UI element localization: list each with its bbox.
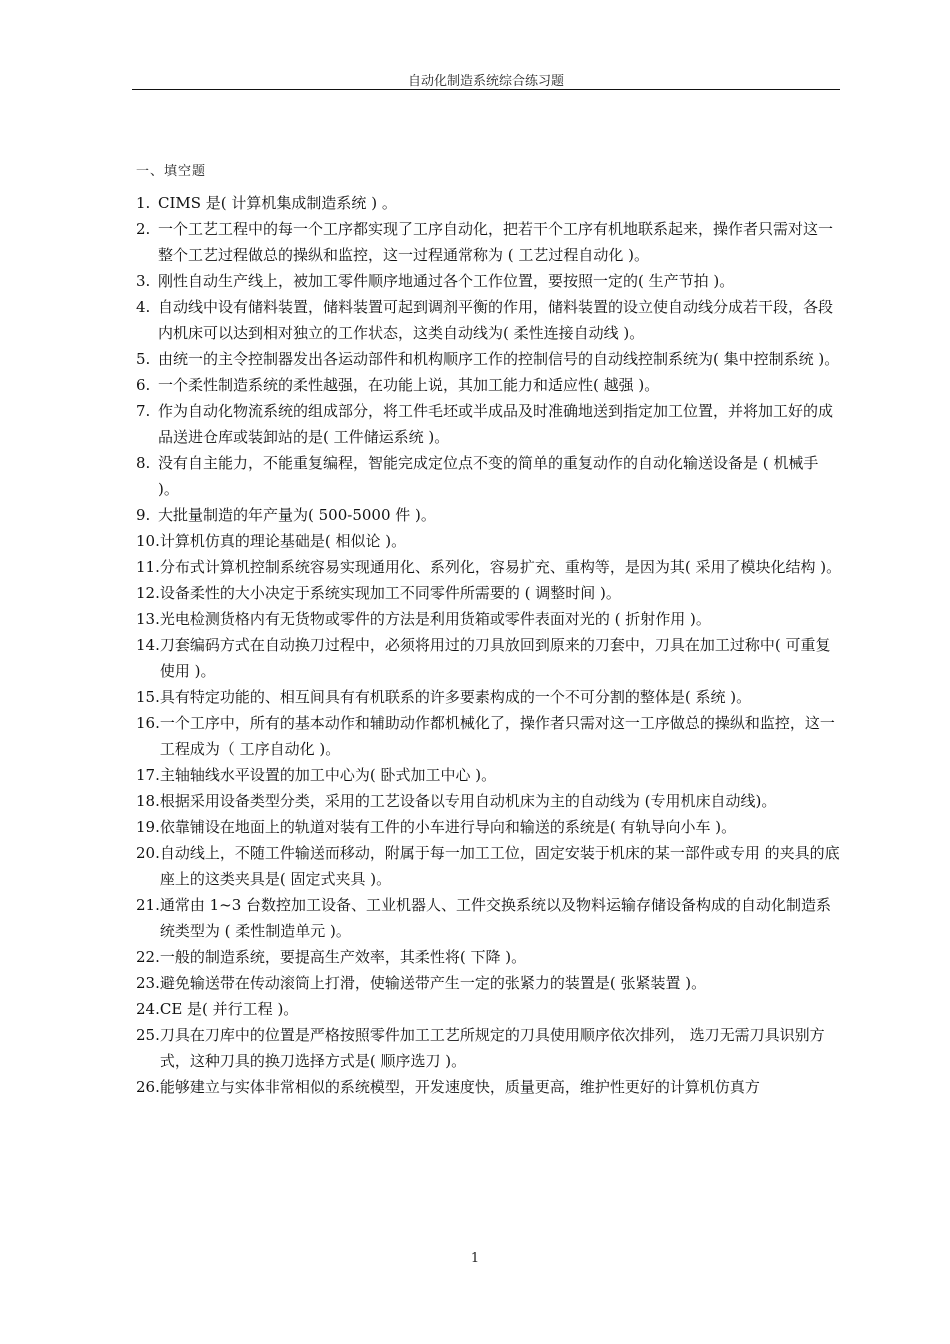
question-text: 分布式计算机控制系统容易实现通用化、系列化，容易扩充、重构等，是因为其( 采用了模块化结构 )。 — [159, 558, 842, 576]
question-number: 26. — [136, 1078, 160, 1096]
question-text: 设备柔性的大小决定于系统实现加工不同零件所需要的 ( 调整时间 )。 — [159, 584, 621, 602]
question-number: 24. — [136, 1000, 160, 1018]
question-text: 通常由 1~3 台数控加工设备、工业机器人、工件交换系统以及物料运输存储设备构成的自动化制造系统类型为 ( 柔性制造单元 )。 — [159, 896, 832, 940]
question-number: 11. — [136, 558, 160, 576]
question-item — [136, 268, 842, 294]
question-number: 10. — [136, 532, 160, 550]
question-number: 9. — [136, 506, 151, 524]
question-text: 大批量制造的年产量为( 500-5000 件 )。 — [158, 506, 436, 524]
question-number: 15. — [136, 688, 160, 706]
question-item — [136, 710, 842, 762]
question-item — [136, 1074, 842, 1100]
question-number: 25. — [136, 1026, 160, 1044]
question-item — [136, 606, 842, 632]
question-text: 主轴轴线水平设置的加工中心为( 卧式加工中心 )。 — [159, 766, 497, 784]
question-number: 18. — [136, 792, 160, 810]
question-text: 由统一的主令控制器发出各运动部件和机构顺序工作的控制信号的自动线控制系统为( 集中控制系统 )。 — [158, 350, 840, 368]
question-item — [136, 944, 842, 970]
question-item — [136, 398, 842, 450]
question-text: 能够建立与实体非常相似的系统模型，开发速度快，质量更高，维护性更好的计算机仿真方 — [159, 1078, 760, 1096]
question-number: 19. — [136, 818, 160, 836]
question-list — [136, 190, 842, 1100]
question-text: 一个柔性制造系统的柔性越强，在功能上说，其加工能力和适应性( 越强 )。 — [158, 376, 660, 394]
question-item — [136, 840, 842, 892]
question-item — [136, 528, 842, 554]
question-text: 一般的制造系统，要提高生产效率，其柔性将( 下降 )。 — [159, 948, 527, 966]
question-item — [136, 814, 842, 840]
question-item — [136, 684, 842, 710]
page-number: 1 — [470, 1251, 480, 1266]
question-text: 光电检测货格内有无货物或零件的方法是利用货箱或零件表面对光的 ( 折射作用 )。 — [159, 610, 711, 628]
question-text: CIMS 是( 计算机集成制造系统 ) 。 — [158, 194, 397, 212]
question-text: 依靠铺设在地面上的轨道对装有工件的小车进行导向和输送的系统是( 有轨导向小车 )。 — [159, 818, 737, 836]
question-text: CE 是( 并行工程 )。 — [159, 1000, 299, 1018]
question-item — [136, 970, 842, 996]
question-item — [136, 216, 842, 268]
question-text: 没有自主能力，不能重复编程，智能完成定位点不变的简单的重复动作的自动化输送设备是 ( 机械手 )。 — [158, 454, 819, 498]
question-text: 作为自动化物流系统的组成部分，将工件毛坯或半成品及时准确地送到指定加工位置，并将加工好的成品送进仓库或装卸站的是( 工件储运系统 )。 — [158, 402, 834, 446]
question-item — [136, 1022, 842, 1074]
question-item — [136, 346, 842, 372]
question-item — [136, 788, 842, 814]
question-number: 8. — [136, 454, 151, 472]
question-text: 计算机仿真的理论基础是( 相似论 )。 — [159, 532, 407, 550]
question-text: 一个工艺工程中的每一个工序都实现了工序自动化，把若干个工序有机地联系起来，操作者只需对这一整个工艺过程做总的操纵和监控，这一过程通常称为 ( 工艺过程自动化 )。 — [158, 220, 834, 264]
question-item — [136, 892, 842, 944]
question-number: 17. — [136, 766, 160, 784]
question-number: 13. — [136, 610, 160, 628]
question-text: 刀具在刀库中的位置是严格按照零件加工工艺所规定的刀具使用顺序依次排列， 选刀无需刀具识别方式，这种刀具的换刀选择方式是( 顺序选刀 )。 — [159, 1026, 825, 1070]
question-number: 4. — [136, 298, 151, 316]
question-text: 刀套编码方式在自动换刀过程中，必须将用过的刀具放回到原来的刀套中，刀具在加工过称中( 可重复使用 )。 — [159, 636, 831, 680]
question-number: 20. — [136, 844, 160, 862]
question-number: 3. — [136, 272, 151, 290]
header-divider — [132, 89, 840, 90]
question-number: 7. — [136, 402, 151, 420]
question-number: 14. — [136, 636, 160, 654]
question-text: 刚性自动生产线上，被加工零件顺序地通过各个工作位置，要按照一定的( 生产节拍 )。 — [158, 272, 735, 290]
question-item — [136, 502, 842, 528]
question-item — [136, 996, 842, 1022]
question-number: 12. — [136, 584, 160, 602]
question-item — [136, 580, 842, 606]
page-header-title: 自动化制造系统综合练习题 — [407, 74, 564, 89]
question-text: 根据采用设备类型分类，采用的工艺设备以专用自动机床为主的自动线为 (专用机床自动线)。 — [159, 792, 777, 810]
question-item — [136, 190, 842, 216]
question-number: 1. — [136, 194, 151, 212]
question-text: 避免输送带在传动滚筒上打滑，使输送带产生一定的张紧力的装置是( 张紧装置 )。 — [159, 974, 707, 992]
question-item — [136, 762, 842, 788]
question-number: 22. — [136, 948, 160, 966]
question-item — [136, 372, 842, 398]
question-item — [136, 450, 842, 502]
question-number: 21. — [136, 896, 160, 914]
question-text: 一个工序中，所有的基本动作和辅助动作都机械化了，操作者只需对这一工序做总的操纵和监控，这一工程成为（ 工序自动化 )。 — [159, 714, 835, 758]
question-text: 具有特定功能的、相互间具有有机联系的许多要素构成的一个不可分割的整体是( 系统 )。 — [159, 688, 752, 706]
question-item — [136, 632, 842, 684]
section-label: 一、填空题 — [136, 164, 207, 179]
question-number: 6. — [136, 376, 151, 394]
question-number: 23. — [136, 974, 160, 992]
question-number: 2. — [136, 220, 151, 238]
question-item — [136, 554, 842, 580]
question-number: 16. — [136, 714, 160, 732]
question-item — [136, 294, 842, 346]
question-text: 自动线上，不随工件输送而移动，附属于每一加工工位，固定安装于机床的某一部件或专用 的夹具的底座上的这类夹具是( 固定式夹具 )。 — [159, 844, 840, 888]
question-text: 自动线中设有储料装置，储料装置可起到调剂平衡的作用，储料装置的设立使自动线分成若干段，各段内机床可以达到相对独立的工作状态，这类自动线为( 柔性连接自动线 )。 — [158, 298, 834, 342]
question-number: 5. — [136, 350, 151, 368]
